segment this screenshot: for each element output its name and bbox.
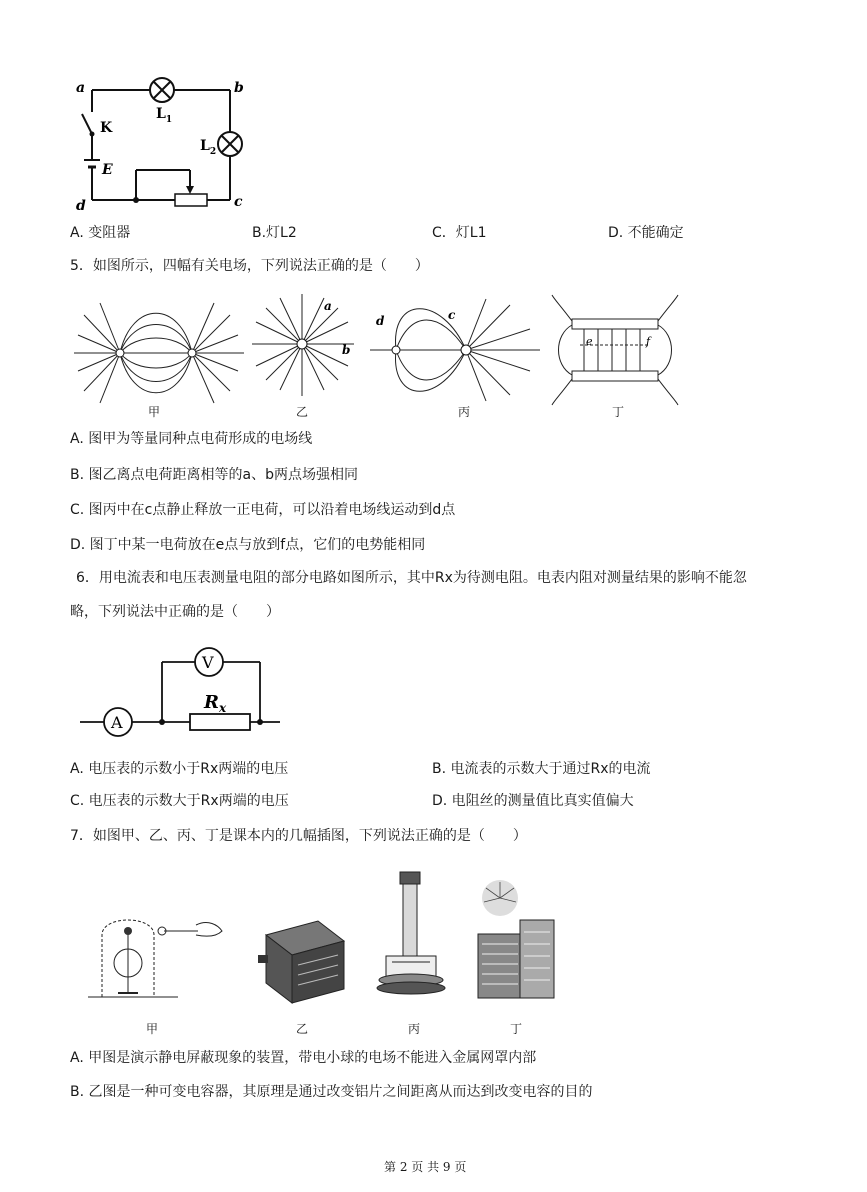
q7-stem: 7．如图甲、乙、丙、丁是课本内的几幅插图，下列说法正确的是（ ） (70, 828, 527, 844)
q5-option-d: D. 图丁中某一电荷放在e点与放到f点，它们的电势能相同 (70, 537, 426, 553)
label-L2: $L_2$ (200, 138, 217, 157)
field-figure-jia (74, 295, 244, 405)
field-figure-ding (550, 295, 684, 407)
label-c: c (234, 194, 243, 210)
label-e-ding: e (586, 335, 593, 348)
q4-option-a: A. 变阻器 (70, 225, 131, 241)
q6-option-b: B. 电流表的示数大于通过Rx的电流 (432, 761, 651, 777)
q7-caption-yi: 乙 (296, 1022, 309, 1036)
q5-option-a: A. 图甲为等量同种点电荷形成的电场线 (70, 431, 313, 447)
q5-stem: 5．如图所示，四幅有关电场，下列说法正确的是（ ） (70, 258, 429, 274)
ammeter-label: A (111, 713, 123, 732)
q5-caption-ding: 丁 (612, 405, 625, 419)
q6-stem-line2: 略，下列说法中正确的是（ ） (70, 604, 280, 620)
q7-figure-bing (378, 870, 448, 1000)
q5-option-c: C. 图丙中在c点静止释放一正电荷，可以沿着电场线运动到d点 (70, 502, 456, 518)
q5-caption-yi: 乙 (296, 405, 309, 419)
page-footer: 第 2 页 共 9 页 (384, 1160, 467, 1174)
q5-option-b: B. 图乙离点电荷距离相等的a、b两点场强相同 (70, 467, 358, 483)
field-figure-bing (370, 295, 540, 405)
label-b: b (234, 80, 244, 96)
voltmeter-label: V (202, 653, 214, 672)
q7-figure-yi (258, 915, 348, 1007)
q5-caption-jia: 甲 (148, 405, 161, 419)
q4-option-c: C．灯L1 (432, 225, 487, 241)
label-K: K (100, 120, 113, 136)
q7-caption-ding: 丁 (510, 1022, 523, 1036)
q7-caption-jia: 甲 (146, 1022, 159, 1036)
q7-caption-bing: 丙 (408, 1022, 421, 1036)
q6-stem-line1: 6．用电流表和电压表测量电阻的部分电路如图所示，其中Rx为待测电阻。电表内阻对测量结果的影响不能忽 (76, 570, 747, 586)
label-a: a (76, 80, 86, 96)
q7-figure-ding (476, 878, 556, 1000)
q6-option-c: C. 电压表的示数大于Rx两端的电压 (70, 793, 289, 809)
resistor-label: $R_x$ (204, 692, 227, 715)
q4-option-d: D. 不能确定 (608, 225, 684, 241)
label-b-yi: b (342, 343, 351, 357)
label-d-bing: d (376, 314, 385, 328)
q4-option-b: B.灯L2 (252, 225, 297, 241)
q7-figure-jia (88, 905, 228, 1001)
label-L1: $L_1$ (156, 106, 173, 125)
q7-option-b: B. 乙图是一种可变电容器，其原理是通过改变铝片之间距离从而达到改变电容的目的 (70, 1084, 593, 1100)
label-a-yi: a (324, 299, 332, 313)
label-E: E (102, 162, 113, 178)
label-f-ding: f (646, 335, 651, 348)
q6-option-d: D. 电阻丝的测量值比真实值偏大 (432, 793, 634, 809)
field-figure-yi (250, 292, 360, 402)
q6-option-a: A. 电压表的示数小于Rx两端的电压 (70, 761, 289, 777)
q7-option-a: A. 甲图是演示静电屏蔽现象的装置，带电小球的电场不能进入金属网罩内部 (70, 1050, 537, 1066)
circuit-diagram-q4 (70, 70, 250, 220)
circuit-diagram-q6 (80, 640, 290, 740)
q5-caption-bing: 丙 (458, 405, 471, 419)
label-d: d (76, 198, 86, 214)
label-c-bing: c (448, 308, 456, 322)
